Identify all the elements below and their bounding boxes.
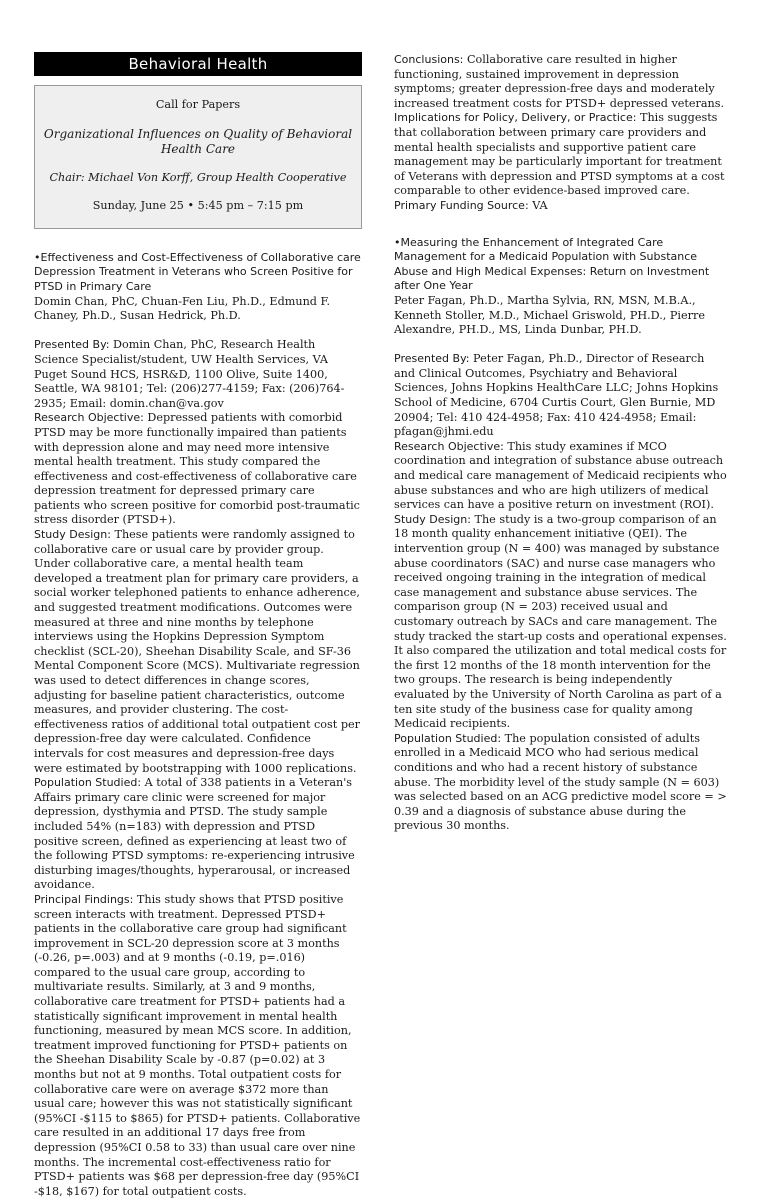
population-text: The population consisted of adults enrolled in a Medicaid MCO who had serious medical conditions and who had a recent history of substance abuse. The morbidity level of the study sample (N = 603) was selected based on an ACG predictive model score = > 0.39 and a diagnosis of substance abuse during the previous 30 months. xyxy=(394,731,727,833)
abstract-1-presented-by xyxy=(34,338,362,411)
population-label: Population Studied: xyxy=(34,776,142,790)
implications-text: This suggests that collaboration between primary care providers and mental health specialists and supportive patient care management may be particularly important for treatment of Veterans with depression and PTSD symptoms at a cost comparable to other evidence-based improved care. xyxy=(394,111,725,198)
design-text: These patients were randomly assigned to collaborative care or usual care by provider group. Under collaborative care, a mental health team developed a treatment plan for primary care providers, a social worker telephoned patients to enhance adherence, and suggested treatment modifications. Outcomes were measured at three and nine months by telephone interviews using the Hopkins Depression Symptom checklist (SCL-20), Sheehan Disability Scale, and SF-36 Mental Component Score (MCS). Multivariate regression was used to detect differences in change scores, adjusting for baseline patient characteristics, outcome measures, and provider clustering. The cost-effectiveness ratios of additional total outpatient cost per depression-free day were calculated. Confidence intervals for cost measures and depression-free days were estimated by bootstrapping with 1000 replications. xyxy=(34,528,360,775)
design-label: Study Design: xyxy=(34,528,111,542)
design-label: Study Design: xyxy=(394,512,471,526)
abstract-1-design xyxy=(34,528,362,776)
left-column xyxy=(34,0,362,1199)
population-text: A total of 338 patients in a Veteran's Affairs primary care clinic were screened for major depression, dysthymia and PTSD. The study sample included 54% (n=183) with depression and PTSD positive screen, defined as experiencing at least two of the following PTSD symptoms: re-experiencing intrusive disturbing images/thoughts, hyperarousal, or increased avoidance. xyxy=(34,776,355,892)
abstract-2-design xyxy=(394,513,728,732)
findings-text: This study shows that PTSD positive screen interacts with treatment. Depressed PTSD+ patients in the collaborative care group had significant improvement in SCL-20 depression score at 3 months (-0.26, p=.003) and at 9 months (-0.19, p=.016) compared to the usual care group, according to multivariate results. Similarly, at 3 and 9 months, collaborative care treatment for PTSD+ patients had a statistically significant improvement in mental health functioning, measured by mean MCS score. In addition, treatment improved functioning for PTSD+ patients on the Sheehan Disability Scale by -0.87 (p=0.02) at 3 months but not at 9 months. Total outpatient costs for collaborative care were on average $372 more than usual care; however this was not statistically significant (95%CI -$115 to $865) for PTSD+ patients. Collaborative care resulted in an additional 17 days free from depression (95%CI 0.58 to 33) than usual care over nine months. The incremental cost-effectiveness ratio for PTSD+ patients was $68 per depression-free day (95%CI -$18, $167) for total outpatient costs. xyxy=(34,892,361,1198)
abstract-1-authors: Domin Chan, PhC, Chuan-Fen Liu, Ph.D., Edmund F. Chaney, Ph.D., Susan Hedrick, Ph.D. xyxy=(34,294,331,323)
implications-label: Implications for Policy, Delivery, or Practice: xyxy=(394,111,637,125)
session-title: Organizational Influences on Quality of Behavioral Health Care xyxy=(43,126,353,156)
abstract-2-title: •Measuring the Enhancement of Integrated Care Management for a Medicaid Population with Substance Abuse and High Medical Expenses: Return on Investment after One Year xyxy=(394,235,710,293)
population-label: Population Studied: xyxy=(394,731,502,745)
abstract-2-presented-by xyxy=(394,352,728,440)
abstract-1-conclusions xyxy=(394,53,728,111)
abstract-2-objective xyxy=(394,440,728,513)
abstract-1 xyxy=(34,251,362,1199)
findings-label: Principal Findings: xyxy=(34,892,134,906)
abstract-1-population xyxy=(34,776,362,893)
abstract-1-implications xyxy=(394,111,728,199)
abstract-2-authors: Peter Fagan, Ph.D., Martha Sylvia, RN, MSN, M.B.A., Kenneth Stoller, M.D., Michael Griswold, PH.D., Pierre Alexandre, PH.D., MS, Linda Dunbar, PH.D. xyxy=(394,293,705,337)
objective-text: Depressed patients with comorbid PTSD may be more functionally impaired than patients with depression alone and may need more intensive mental health treatment. This study compared the effectiveness and cost-effectiveness of collaborative care depression treatment for depressed primary care patients who screen positive for comorbid post-traumatic stress disorder (PTSD+). xyxy=(34,411,360,527)
abstract-2-population xyxy=(394,732,728,834)
abstract-2 xyxy=(394,236,728,834)
objective-label: Research Objective: xyxy=(34,411,144,425)
funding-label: Primary Funding Source: xyxy=(394,198,529,212)
presented-by-label: Presented By: xyxy=(394,352,470,366)
presented-by-text: Domin Chan, PhC, Research Health Science Specialist/student, UW Health Services, VA Puget Sound HCS, HSR&D, 1100 Olive, Suite 1400, Seattle, WA 98101; Tel: (206)277-4159; Fax: (206)764-2935; Email: domin.chan@va.gov xyxy=(34,338,345,410)
presented-by-label: Presented By: xyxy=(34,338,110,352)
cfp-title: Call for Papers xyxy=(155,98,241,111)
funding-text: VA xyxy=(532,198,548,212)
conclusions-text: Collaborative care resulted in higher functioning, sustained improvement in depression symptoms; greater depression-free days and moderately increased treatment costs for PTSD+ depressed veterans. xyxy=(394,53,725,110)
right-column xyxy=(394,0,728,834)
conclusions-label: Conclusions: xyxy=(394,53,464,66)
abstract-1-objective xyxy=(34,411,362,528)
section-banner: Behavioral Health xyxy=(34,52,362,76)
abstract-1-findings xyxy=(34,893,362,1199)
call-for-papers-box xyxy=(34,85,362,229)
objective-label: Research Objective: xyxy=(394,439,504,453)
session-time: Sunday, June 25 • 5:45 pm – 7:15 pm xyxy=(92,199,304,213)
session-chair: Chair: Michael Von Korff, Group Health Cooperative xyxy=(49,170,347,184)
presented-by-text: Peter Fagan, Ph.D., Director of Research and Clinical Outcomes, Psychiatry and Behavioral Sciences, Johns Hopkins HealthCare LLC; Johns Hopkins School of Medicine, 6704 Curtis Court, Glen Burnie, MD 20904; Tel: 410 424-4958; Fax: 410 424-4958; Email: pfagan@jhmi.edu xyxy=(394,352,719,439)
objective-text: This study examines if MCO coordination and integration of substance abuse outreach and medical care management of Medicaid recipients who abuse substances and who are high utilizers of medical services can have a positive return on investment (ROI). xyxy=(394,439,727,512)
abstract-1-title: •Effectiveness and Cost-Effectiveness of Collaborative care Depression Treatment in Veterans who Screen Positive for PTSD in Primary Care xyxy=(34,250,361,293)
abstract-1-continued xyxy=(394,53,728,214)
design-text: The study is a two-group comparison of an 18 month quality enhancement initiative (QEI). The intervention group (N = 400) was managed by substance abuse coordinators (SAC) and nurse case managers who received ongoing training in the integration of medical case management and substance abuse services. The comparison group (N = 203) received usual and customary outreach by SACs and care management. The study tracked the start-up costs and operational expenses. It also compared the utilization and total medical costs for the first 12 months of the 18 month intervention for the two groups. The research is being independently evaluated by the University of North Carolina as part of a ten site study of the business case for quality among Medicaid recipients. xyxy=(394,512,727,731)
abstract-1-funding xyxy=(394,199,728,214)
